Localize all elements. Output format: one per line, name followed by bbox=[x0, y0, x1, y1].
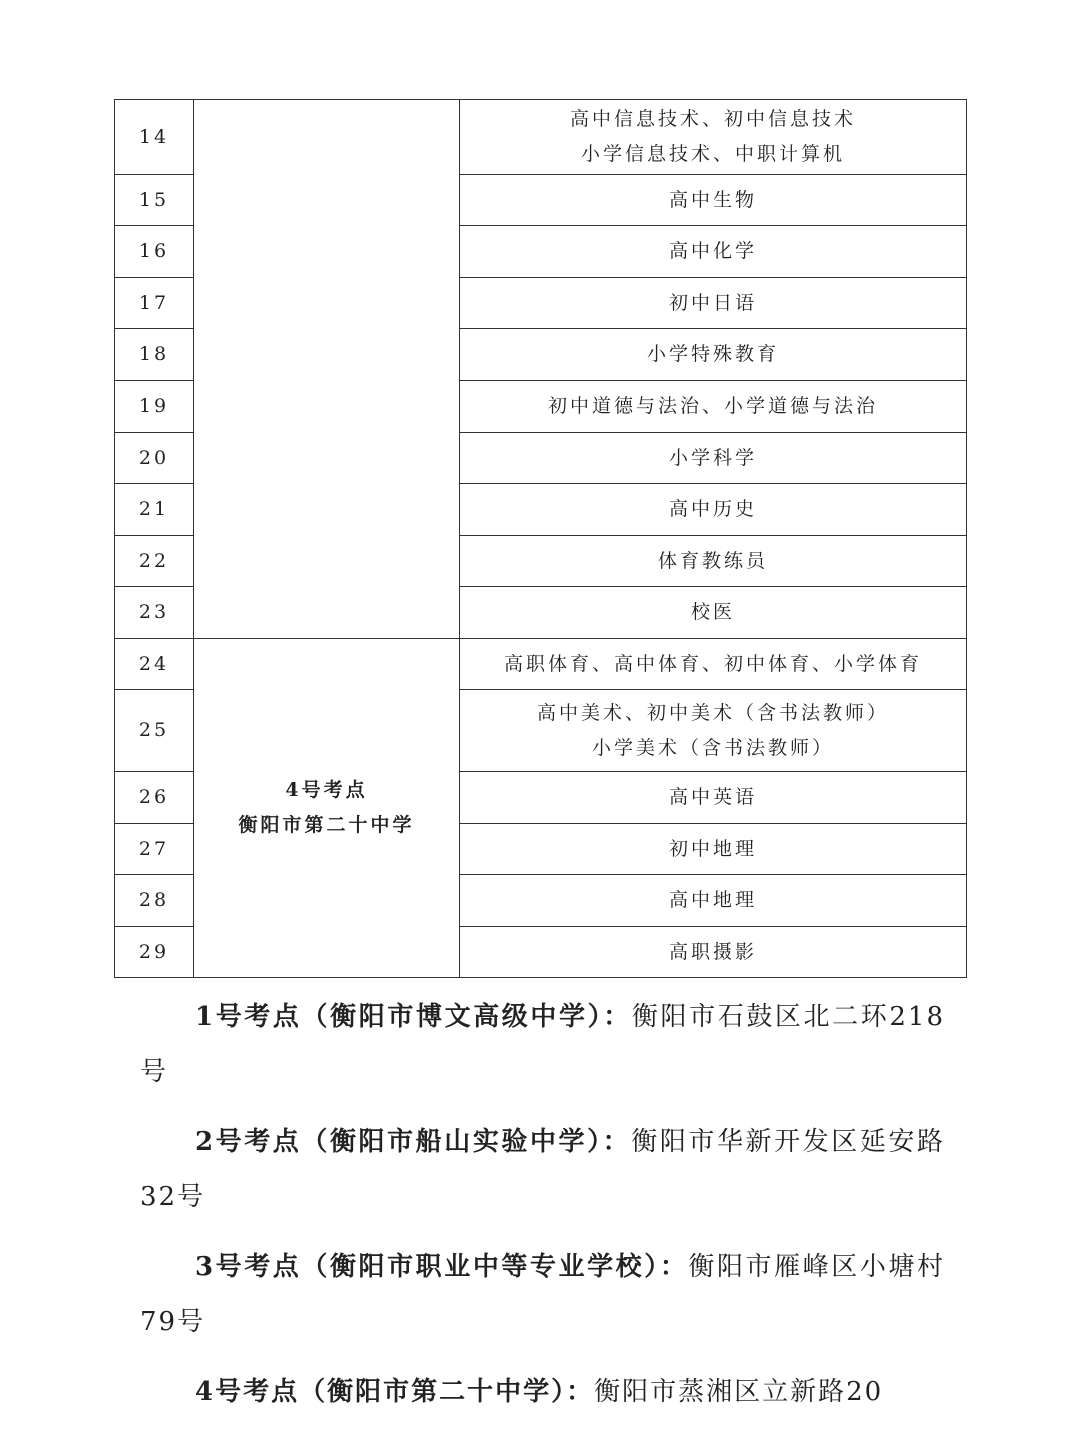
subject-cell: 高中英语 bbox=[460, 772, 967, 824]
subject-cell: 体育教练员 bbox=[460, 536, 967, 587]
address-site-label: 4号考点（衡阳市第二十中学）： bbox=[195, 1377, 595, 1407]
address-note-3 bbox=[140, 1240, 945, 1350]
exam-site-name: 衡阳市第二十中学 bbox=[238, 814, 415, 836]
address-site-label: 1号考点（衡阳市博文高级中学）： bbox=[195, 1002, 632, 1032]
row-number: 22 bbox=[115, 536, 194, 587]
subject-cell: 高职摄影 bbox=[460, 927, 967, 978]
subject-cell bbox=[460, 100, 967, 175]
subject-line: 小学美术（含书法教师） bbox=[591, 736, 834, 759]
row-number: 21 bbox=[115, 484, 194, 536]
address-site-label: 3号考点（衡阳市职业中等专业学校）： bbox=[195, 1252, 689, 1282]
address-note-1 bbox=[140, 990, 945, 1100]
row-number: 20 bbox=[115, 433, 194, 484]
row-number: 14 bbox=[115, 100, 194, 175]
row-number: 15 bbox=[115, 175, 194, 226]
subject-line: 小学信息技术、中职计算机 bbox=[580, 143, 845, 165]
subject-cell: 初中地理 bbox=[460, 824, 967, 875]
subject-cell: 小学特殊教育 bbox=[460, 329, 967, 381]
address-text: 衡阳市石鼓区北二环218号 bbox=[140, 1002, 945, 1087]
subject-line: 高中美术、初中美术（含书法教师） bbox=[536, 701, 889, 724]
subject-cell: 初中日语 bbox=[460, 278, 967, 329]
row-number: 25 bbox=[115, 690, 194, 772]
address-text: 衡阳市雁峰区小塘村79号 bbox=[140, 1252, 945, 1337]
row-number: 23 bbox=[115, 587, 194, 639]
subject-cell bbox=[460, 690, 967, 772]
subject-cell: 初中道德与法治、小学道德与法治 bbox=[460, 381, 967, 433]
subject-cell: 小学科学 bbox=[460, 433, 967, 484]
row-number: 24 bbox=[115, 639, 194, 690]
exam-subject-table bbox=[114, 99, 967, 978]
subject-cell: 高中化学 bbox=[460, 226, 967, 278]
row-number: 26 bbox=[115, 772, 194, 824]
row-number: 29 bbox=[115, 927, 194, 978]
subject-cell: 高中地理 bbox=[460, 875, 967, 927]
subject-cell: 高中生物 bbox=[460, 175, 967, 226]
address-site-label: 2号考点（衡阳市船山实验中学）： bbox=[195, 1127, 632, 1157]
row-number: 19 bbox=[115, 381, 194, 433]
subject-cell: 高中历史 bbox=[460, 484, 967, 536]
row-number: 28 bbox=[115, 875, 194, 927]
row-number: 17 bbox=[115, 278, 194, 329]
exam-site-4-cell bbox=[194, 639, 460, 978]
subject-cell: 高职体育、高中体育、初中体育、小学体育 bbox=[460, 639, 967, 690]
table-row bbox=[115, 639, 967, 690]
address-note-2 bbox=[140, 1115, 945, 1225]
address-text: 衡阳市蒸湘区立新路20 bbox=[594, 1377, 884, 1407]
exam-site-cell bbox=[194, 100, 460, 639]
address-note-4 bbox=[140, 1365, 945, 1420]
row-number: 27 bbox=[115, 824, 194, 875]
subject-line: 高中信息技术、初中信息技术 bbox=[569, 108, 856, 130]
address-text: 衡阳市华新开发区延安路32号 bbox=[140, 1127, 945, 1212]
table-row bbox=[115, 100, 967, 175]
exam-site-label: 4号考点 bbox=[285, 779, 368, 801]
subject-cell: 校医 bbox=[460, 587, 967, 639]
row-number: 18 bbox=[115, 329, 194, 381]
row-number: 16 bbox=[115, 226, 194, 278]
exam-site-addresses bbox=[140, 990, 945, 1435]
